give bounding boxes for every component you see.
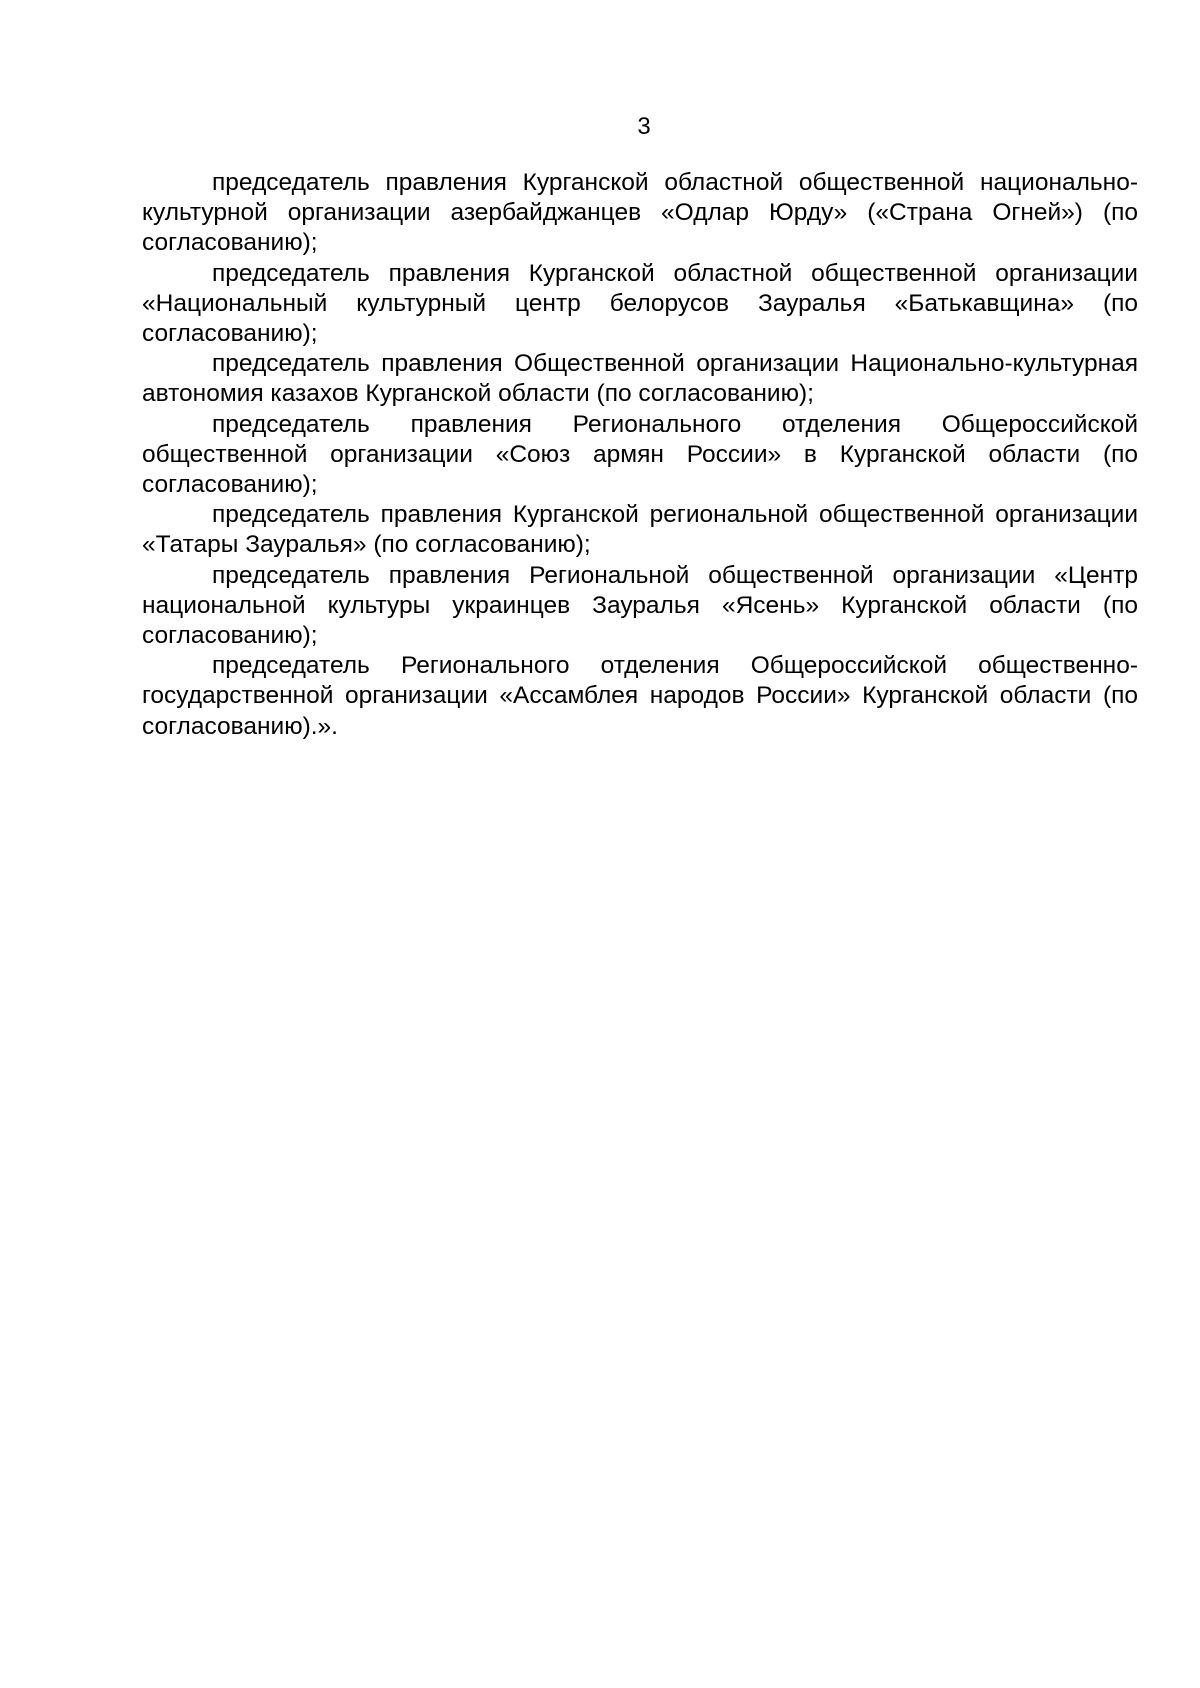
paragraph-assembly: председатель Регионального отделения Общероссийской общественно-государственной организации «Ассамблея народов России» Курганской области (по согласованию).».	[142, 652, 1138, 740]
paragraph-belarusian: председатель правления Курганской областной общественной организации «Национальный культурный центр белорусов Зауралья «Батькавщина» (по согласованию);	[142, 259, 1138, 348]
paragraph-kazakh: председатель правления Общественной организации Национально-культурная автономия казахов Курганской области (по согласованию);	[142, 350, 1138, 408]
paragraph-azerbaijani: председатель правления Курганской областной общественной национально-культурной организации азербайджанцев «Одлар Юрду» («Страна Огней») (по согласованию);	[142, 169, 1138, 257]
paragraph-ukrainian: председатель правления Региональной общественной организации «Центр национальной культуры украинцев Зауралья «Ясень» Курганской области (по согласованию);	[142, 561, 1138, 650]
paragraph-tatar: председатель правления Курганской региональной общественной организации «Татары Зауралья» (по согласованию);	[142, 501, 1138, 559]
document-body	[142, 168, 1138, 742]
paragraph-armenian: председатель правления Регионального отделения Общероссийской общественной организации «Союз армян России» в Курганской области (по согласованию);	[142, 410, 1138, 499]
page-number: 3	[637, 113, 651, 140]
